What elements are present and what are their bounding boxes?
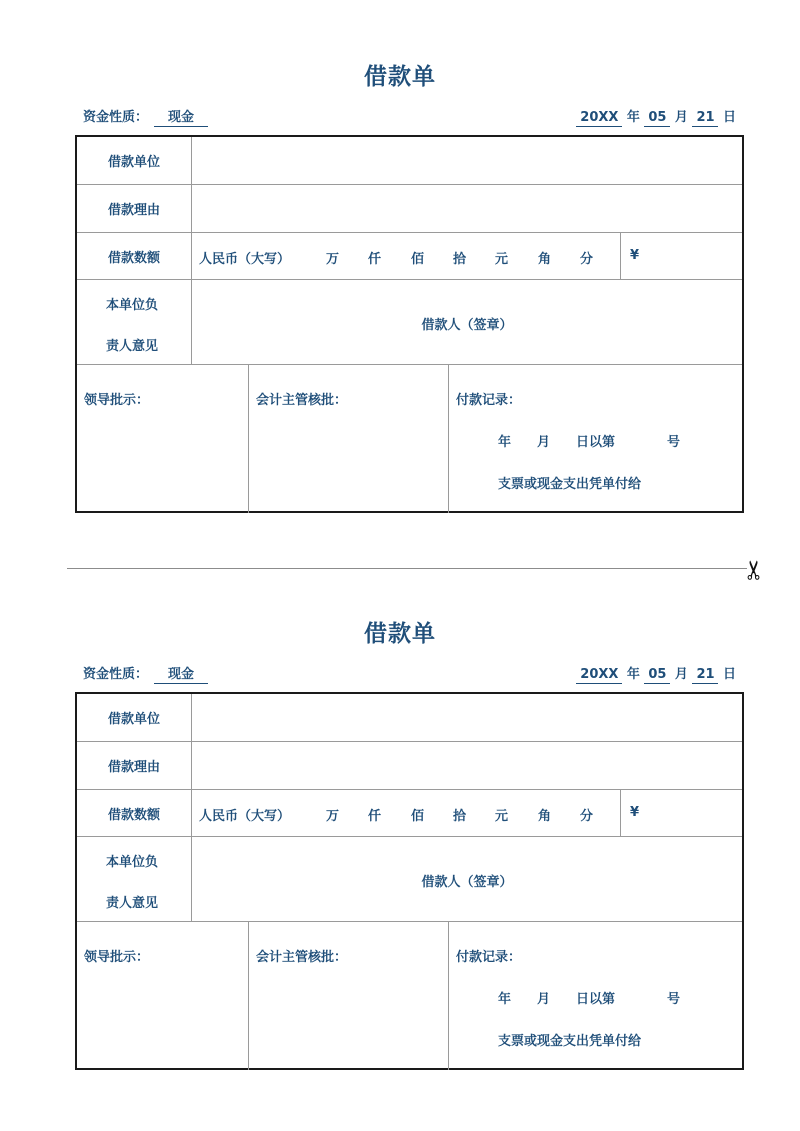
form-title: 借款单 xyxy=(364,621,436,647)
row-borrower-unit[interactable] xyxy=(77,137,742,185)
row-opinion[interactable] xyxy=(77,837,742,922)
fund-type-label: 资金性质： xyxy=(83,667,149,682)
payment-note-line: 支票或现金支出凭单付给 xyxy=(498,1034,642,1049)
fund-type xyxy=(83,663,208,684)
unit-jiao: 角 xyxy=(538,809,552,824)
date-year[interactable]: 20XX xyxy=(576,110,622,127)
leader-approval-label[interactable]: 领导批示： xyxy=(84,950,150,965)
amount-words-label: 人民币（大写） xyxy=(199,809,291,824)
divider-2 xyxy=(448,922,449,1070)
row-opinion[interactable] xyxy=(77,280,742,365)
date-day-suffix: 日 xyxy=(722,667,736,682)
date-day-suffix: 日 xyxy=(722,110,736,125)
fund-type-value[interactable]: 现金 xyxy=(154,667,208,684)
form-date xyxy=(576,106,736,127)
unit-wan: 万 xyxy=(326,809,340,824)
date-year-suffix: 年 xyxy=(626,110,640,125)
row-borrower-unit[interactable] xyxy=(77,694,742,742)
divider-1 xyxy=(248,922,249,1070)
date-month-suffix: 月 xyxy=(674,667,688,682)
label-borrower-unit: 借款单位 xyxy=(77,137,192,184)
label-opinion-line1: 本单位负 xyxy=(106,298,159,313)
date-month-suffix: 月 xyxy=(674,110,688,125)
cut-line xyxy=(67,568,747,569)
accountant-approval-label[interactable]: 会计主管核批： xyxy=(256,393,348,408)
divider-2 xyxy=(448,365,449,513)
label-reason: 借款理由 xyxy=(77,742,192,789)
amount-words-label: 人民币（大写） xyxy=(199,252,291,267)
borrower-signature-label: 借款人（签章） xyxy=(421,318,513,333)
date-year[interactable]: 20XX xyxy=(576,667,622,684)
label-opinion xyxy=(77,280,192,364)
date-month[interactable]: 05 xyxy=(644,110,670,127)
unit-shi: 拾 xyxy=(453,252,467,267)
unit-shi: 拾 xyxy=(453,809,467,824)
leader-approval-label[interactable]: 领导批示： xyxy=(84,393,150,408)
label-opinion-line2: 责人意见 xyxy=(106,339,159,354)
label-amount: 借款数额 xyxy=(77,790,192,836)
form-table xyxy=(75,135,744,513)
unit-fen: 分 xyxy=(580,809,594,824)
unit-fen: 分 xyxy=(580,252,594,267)
form-date xyxy=(576,663,736,684)
unit-qian: 仟 xyxy=(368,809,382,824)
form-title: 借款单 xyxy=(364,64,436,90)
unit-wan: 万 xyxy=(326,252,340,267)
fund-type-value[interactable]: 现金 xyxy=(154,110,208,127)
row-approvals xyxy=(77,922,742,1070)
form-table xyxy=(75,692,744,1070)
date-day[interactable]: 21 xyxy=(692,667,718,684)
label-opinion-line2: 责人意见 xyxy=(106,896,159,911)
payment-record-label[interactable]: 付款记录： xyxy=(456,393,522,408)
scissors-icon: ✂ xyxy=(739,559,770,581)
row-reason[interactable] xyxy=(77,185,742,233)
row-amount[interactable] xyxy=(77,233,742,280)
row-reason[interactable] xyxy=(77,742,742,790)
unit-bai: 佰 xyxy=(411,252,425,267)
row-approvals xyxy=(77,365,742,513)
accountant-approval-label[interactable]: 会计主管核批： xyxy=(256,950,348,965)
fund-type xyxy=(83,106,208,127)
unit-yuan: 元 xyxy=(495,809,509,824)
payment-note-line: 支票或现金支出凭单付给 xyxy=(498,477,642,492)
date-month[interactable]: 05 xyxy=(644,667,670,684)
unit-jiao: 角 xyxy=(538,252,552,267)
yen-divider xyxy=(620,233,621,279)
payment-date-line: 年 月 日以第 号 xyxy=(498,435,681,450)
payment-date-line: 年 月 日以第 号 xyxy=(498,992,681,1007)
unit-qian: 仟 xyxy=(368,252,382,267)
yen-symbol: ¥ xyxy=(630,805,640,820)
yen-symbol: ¥ xyxy=(630,248,640,263)
unit-bai: 佰 xyxy=(411,809,425,824)
label-borrower-unit: 借款单位 xyxy=(77,694,192,741)
row-amount[interactable] xyxy=(77,790,742,837)
unit-yuan: 元 xyxy=(495,252,509,267)
divider-1 xyxy=(248,365,249,513)
label-opinion xyxy=(77,837,192,921)
payment-record-label[interactable]: 付款记录： xyxy=(456,950,522,965)
label-opinion-line1: 本单位负 xyxy=(106,855,159,870)
yen-divider xyxy=(620,790,621,836)
date-year-suffix: 年 xyxy=(626,667,640,682)
borrower-signature-label: 借款人（签章） xyxy=(421,875,513,890)
label-amount: 借款数额 xyxy=(77,233,192,279)
fund-type-label: 资金性质： xyxy=(83,110,149,125)
label-reason: 借款理由 xyxy=(77,185,192,232)
date-day[interactable]: 21 xyxy=(692,110,718,127)
